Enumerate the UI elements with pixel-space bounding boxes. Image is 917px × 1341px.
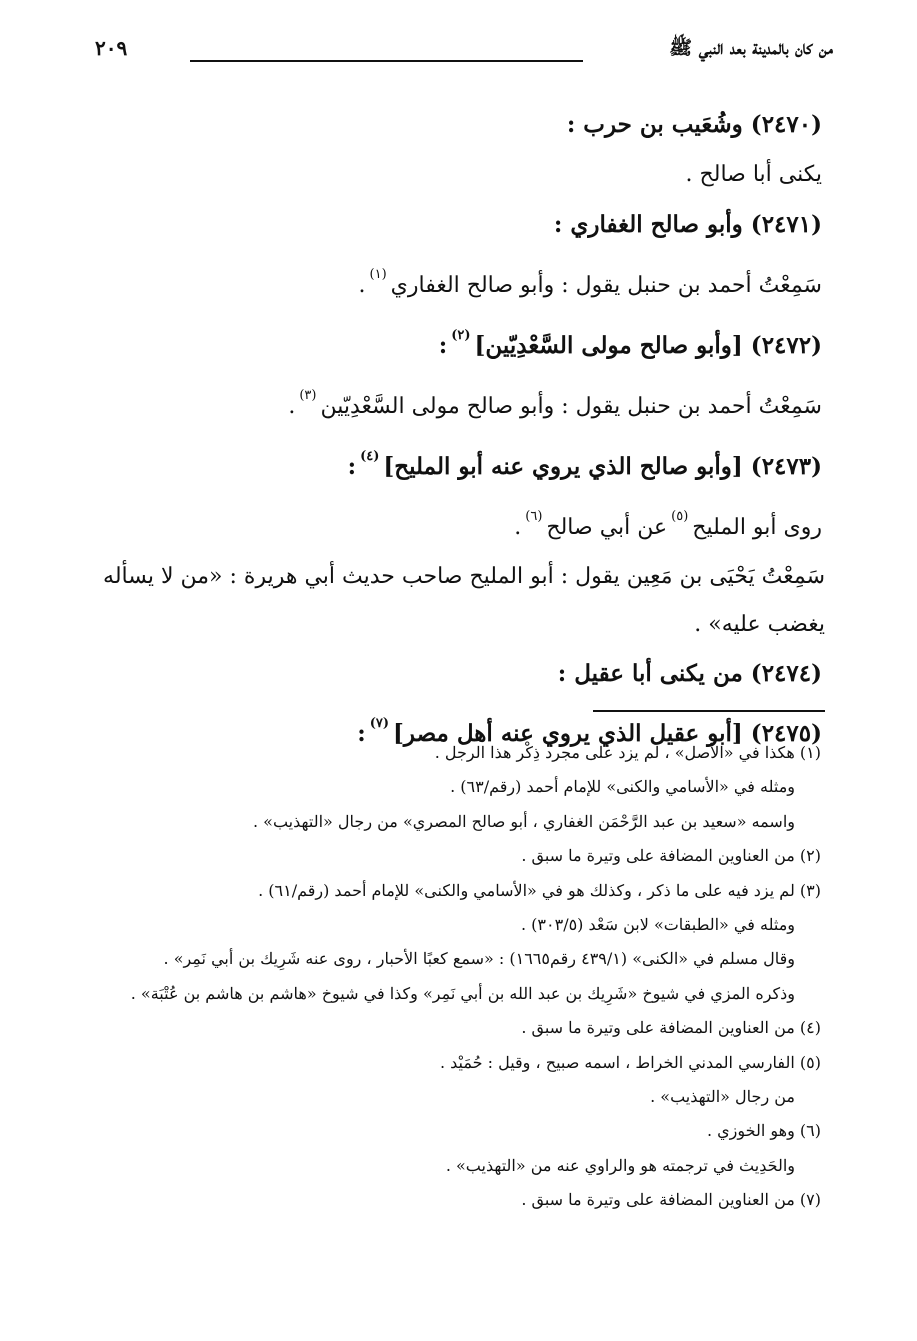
footnote-rule bbox=[593, 710, 825, 712]
punctuation: : bbox=[438, 332, 448, 359]
text-content: عن أبي صالح bbox=[546, 515, 668, 540]
footnote-continuation: واسمه «سعيد بن عبد الرَّحْمَن الغفاري ، أبو صالح المصري» من رجال «التهذيب» . bbox=[253, 811, 795, 831]
entry-2474 bbox=[85, 649, 825, 699]
punctuation: . bbox=[514, 515, 522, 540]
page-header bbox=[95, 36, 833, 80]
footnote: (٦) وهو الخوزي . bbox=[706, 1121, 821, 1141]
footnote-continuation: وقال مسلم في «الكنى» (٤٣٩/١ رقم١٦٦٥) : «سمع كعبًا الأحبار ، روى عنه شَرِيك بن أبي نَمِر» . bbox=[163, 949, 795, 969]
footnote: (٥) الفارسي المدني الخراط ، اسمه صبيح ، وقيل : حُمَيْد . bbox=[439, 1052, 821, 1072]
footnote: (١) هكذا في «الأصل» ، لم يزد على مجرد ذِكْر هذا الرجل . bbox=[434, 743, 821, 762]
entry-2472 bbox=[85, 311, 825, 371]
footnote-ref[interactable]: (٧) bbox=[369, 716, 390, 731]
entry-text: (٢٤٧١) وأبو صالح الغفاري : bbox=[553, 211, 822, 238]
footnote-ref[interactable]: (٥) bbox=[671, 509, 689, 524]
text-content: سَمِعْتُ يَحْيَى بن مَعِين يقول : أبو المليح صاحب حديث أبي هريرة : «من لا يسأله يغضب عليه» . bbox=[103, 564, 825, 637]
entry-2470 bbox=[85, 100, 825, 150]
text-content: يكنى أبا صالح . bbox=[685, 162, 822, 187]
footnote-ref[interactable]: (٣) bbox=[299, 388, 317, 403]
footnote: (٤) من العناوين المضافة على وتيرة ما سبق . bbox=[521, 1018, 821, 1038]
footnote-continuation: وذكره المزي في شيوخ «شَرِيك بن عبد الله بن أبي نَمِر» وكذا في شيوخ «هاشم بن هاشم بن عُتْبَة» . bbox=[130, 983, 795, 1003]
footnote: (٧) من العناوين المضافة على وتيرة ما سبق . bbox=[521, 1190, 821, 1210]
footnote-continuation: والحَدِيث في ترجمته هو والراوي عنه من «التهذيب» . bbox=[445, 1155, 795, 1175]
footnotes bbox=[91, 736, 821, 1218]
footnote-ref[interactable]: (٤) bbox=[360, 449, 380, 464]
text-content: سَمِعْتُ أحمد بن حنبل يقول : وأبو صالح مولى السَّعْدِيّين bbox=[320, 394, 822, 419]
page-number: ٢٠٩ bbox=[95, 36, 128, 60]
main-text bbox=[85, 100, 825, 759]
footnote-ref[interactable]: (٦) bbox=[525, 509, 543, 524]
text-line bbox=[85, 250, 825, 311]
entry-2473 bbox=[85, 432, 825, 492]
text-line bbox=[85, 492, 825, 553]
footnote-continuation: من رجال «التهذيب» . bbox=[650, 1087, 795, 1107]
punctuation: . bbox=[358, 273, 366, 298]
footnote-continuation: ومثله في «الأسامي والكنى» للإمام أحمد (رقم/٦٣) . bbox=[450, 777, 795, 797]
text-line bbox=[85, 150, 825, 200]
entry-text: (٢٤٧٢) [وأبو صالح مولى السَّعْدِيّين] bbox=[474, 332, 822, 359]
footnote-continuation: ومثله في «الطبقات» لابن سَعْد (٣٠٣/٥) . bbox=[520, 915, 795, 935]
header-rule bbox=[190, 60, 583, 62]
entry-text: (٢٤٧٥) [أبو عقيل الذي يروي عنه أهل مصر] bbox=[393, 720, 822, 747]
text-content: روى أبو المليح bbox=[692, 515, 822, 540]
entry-2471 bbox=[85, 200, 825, 250]
text-content: سَمِعْتُ أحمد بن حنبل يقول : وأبو صالح الغفاري bbox=[390, 273, 822, 298]
text-paragraph bbox=[85, 553, 825, 649]
text-line bbox=[85, 371, 825, 432]
punctuation: : bbox=[357, 720, 366, 747]
footnote: (٣) لم يزد فيه على ما ذكر ، وكذلك هو في «الأسامي والكنى» للإمام أحمد (رقم/٦١) . bbox=[258, 880, 821, 900]
punctuation: : bbox=[347, 453, 357, 480]
footnote-ref[interactable]: (١) bbox=[369, 267, 387, 282]
entry-text: (٢٤٧٤) من يكنى أبا عقيل : bbox=[557, 660, 822, 687]
running-title: من كان بالمدينة بعد النبي ﷺ bbox=[669, 37, 833, 59]
punctuation: . bbox=[288, 394, 296, 419]
footnote: (٢) من العناوين المضافة على وتيرة ما سبق . bbox=[521, 846, 821, 866]
entry-text: (٢٤٧٠) وشُعَيب بن حرب : bbox=[566, 111, 822, 138]
footnote-ref[interactable]: (٢) bbox=[451, 328, 471, 343]
entry-text: (٢٤٧٣) [وأبو صالح الذي يروي عنه أبو المليح] bbox=[383, 453, 822, 480]
